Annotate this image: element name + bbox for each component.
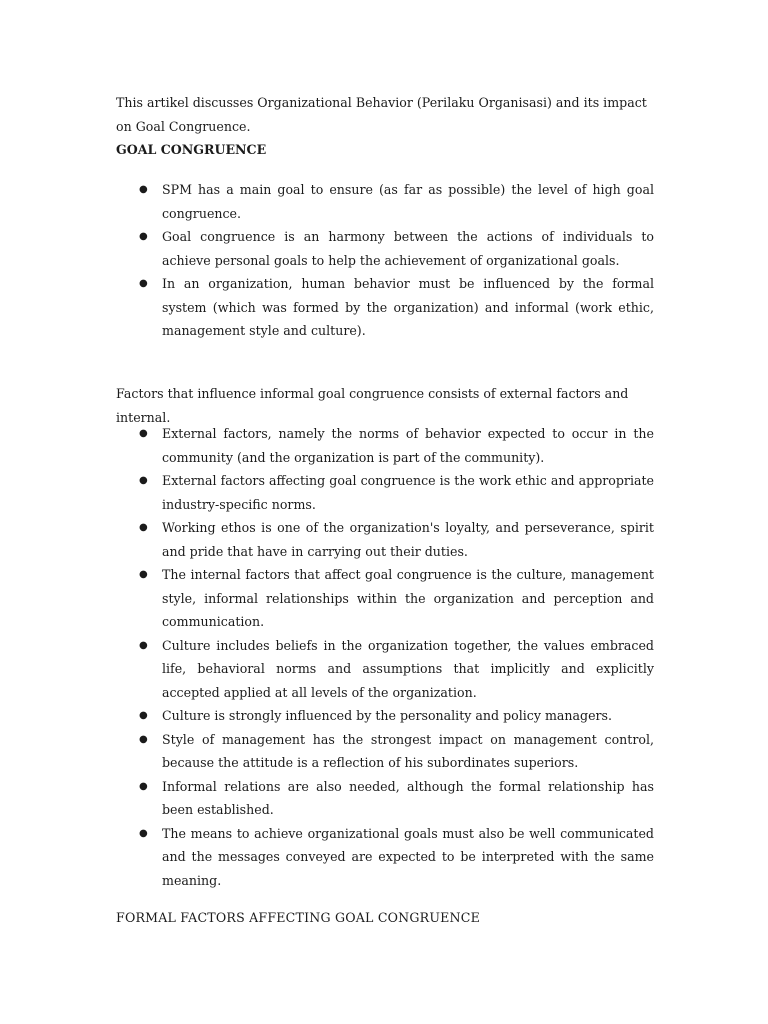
list-item	[116, 178, 654, 225]
bullet-icon: ●	[139, 475, 148, 486]
list-item	[116, 634, 654, 705]
list-item-text: External factors, namely the norms of behavior expected to occur in the community (and the organization is part of the community).	[162, 426, 654, 465]
list-item	[116, 469, 654, 516]
list-item	[116, 563, 654, 634]
list-item	[116, 704, 654, 728]
factors-intro-paragraph: Factors that influence informal goal congruence consists of external factors and internal.	[116, 386, 629, 425]
bullet-icon: ●	[139, 780, 148, 792]
list-item	[116, 728, 654, 775]
list-item	[116, 225, 654, 272]
list-item-text: External factors affecting goal congruence is the work ethic and appropriate industry-specific norms.	[162, 473, 654, 512]
list-item-text: In an organization, human behavior must be influenced by the formal system (which was formed by the organization) and informal (work ethic, management style and culture).	[162, 276, 654, 338]
bullet-icon: ●	[139, 710, 148, 721]
list-item-text: The means to achieve organizational goals must also be well communicated and the messages conveyed are expected to be interpreted with the same meaning.	[162, 825, 654, 888]
list-item-text: Working ethos is one of the organization's loyalty, and perseverance, spirit and pride that have in carrying out their duties.	[162, 520, 654, 559]
list-item	[116, 822, 654, 893]
intro-paragraph: This artikel discusses Organizational Behavior (Perilaku Organisasi) and its impact on Goal Congruence.	[116, 95, 647, 134]
bullet-icon: ●	[139, 278, 148, 289]
list-item-text: The internal factors that affect goal congruence is the culture, management style, informal relationships within the organization and perception and communication.	[162, 567, 654, 629]
bullet-icon: ●	[139, 231, 148, 242]
list-item	[116, 516, 654, 563]
list-item-text: Culture is strongly influenced by the personality and policy managers.	[162, 708, 613, 723]
goal-congruence-heading: GOAL CONGRUENCE	[116, 142, 267, 157]
bullet-icon: ●	[139, 827, 148, 839]
list-item-text: Culture includes beliefs in the organization together, the values embraced life, behavioral norms and assumptions that implicitly and explicitly accepted applied at all levels of the organization.	[162, 637, 654, 700]
bullet-icon: ●	[139, 569, 148, 580]
list-item	[116, 272, 654, 343]
bullet-icon: ●	[139, 522, 148, 533]
bullet-icon: ●	[139, 733, 148, 745]
goal-congruence-list	[116, 178, 654, 343]
list-item	[116, 422, 654, 469]
formal-factors-heading: FORMAL FACTORS AFFECTING GOAL CONGRUENCE	[116, 910, 480, 925]
list-item-text: Informal relations are also needed, although the formal relationship has been established.	[162, 778, 654, 817]
bullet-icon: ●	[139, 428, 148, 439]
bullet-icon: ●	[139, 639, 148, 651]
list-item-text: SPM has a main goal to ensure (as far as possible) the level of high goal congruence.	[162, 182, 654, 221]
bullet-icon: ●	[139, 184, 148, 195]
list-item-text: Style of management has the strongest impact on management control, because the attitude is a reflection of his subordinates superiors.	[162, 731, 654, 770]
list-item-text: Goal congruence is an harmony between the actions of individuals to achieve personal goals to help the achievement of organizational goals.	[162, 229, 654, 268]
list-item	[116, 775, 654, 822]
factors-list	[116, 422, 654, 892]
